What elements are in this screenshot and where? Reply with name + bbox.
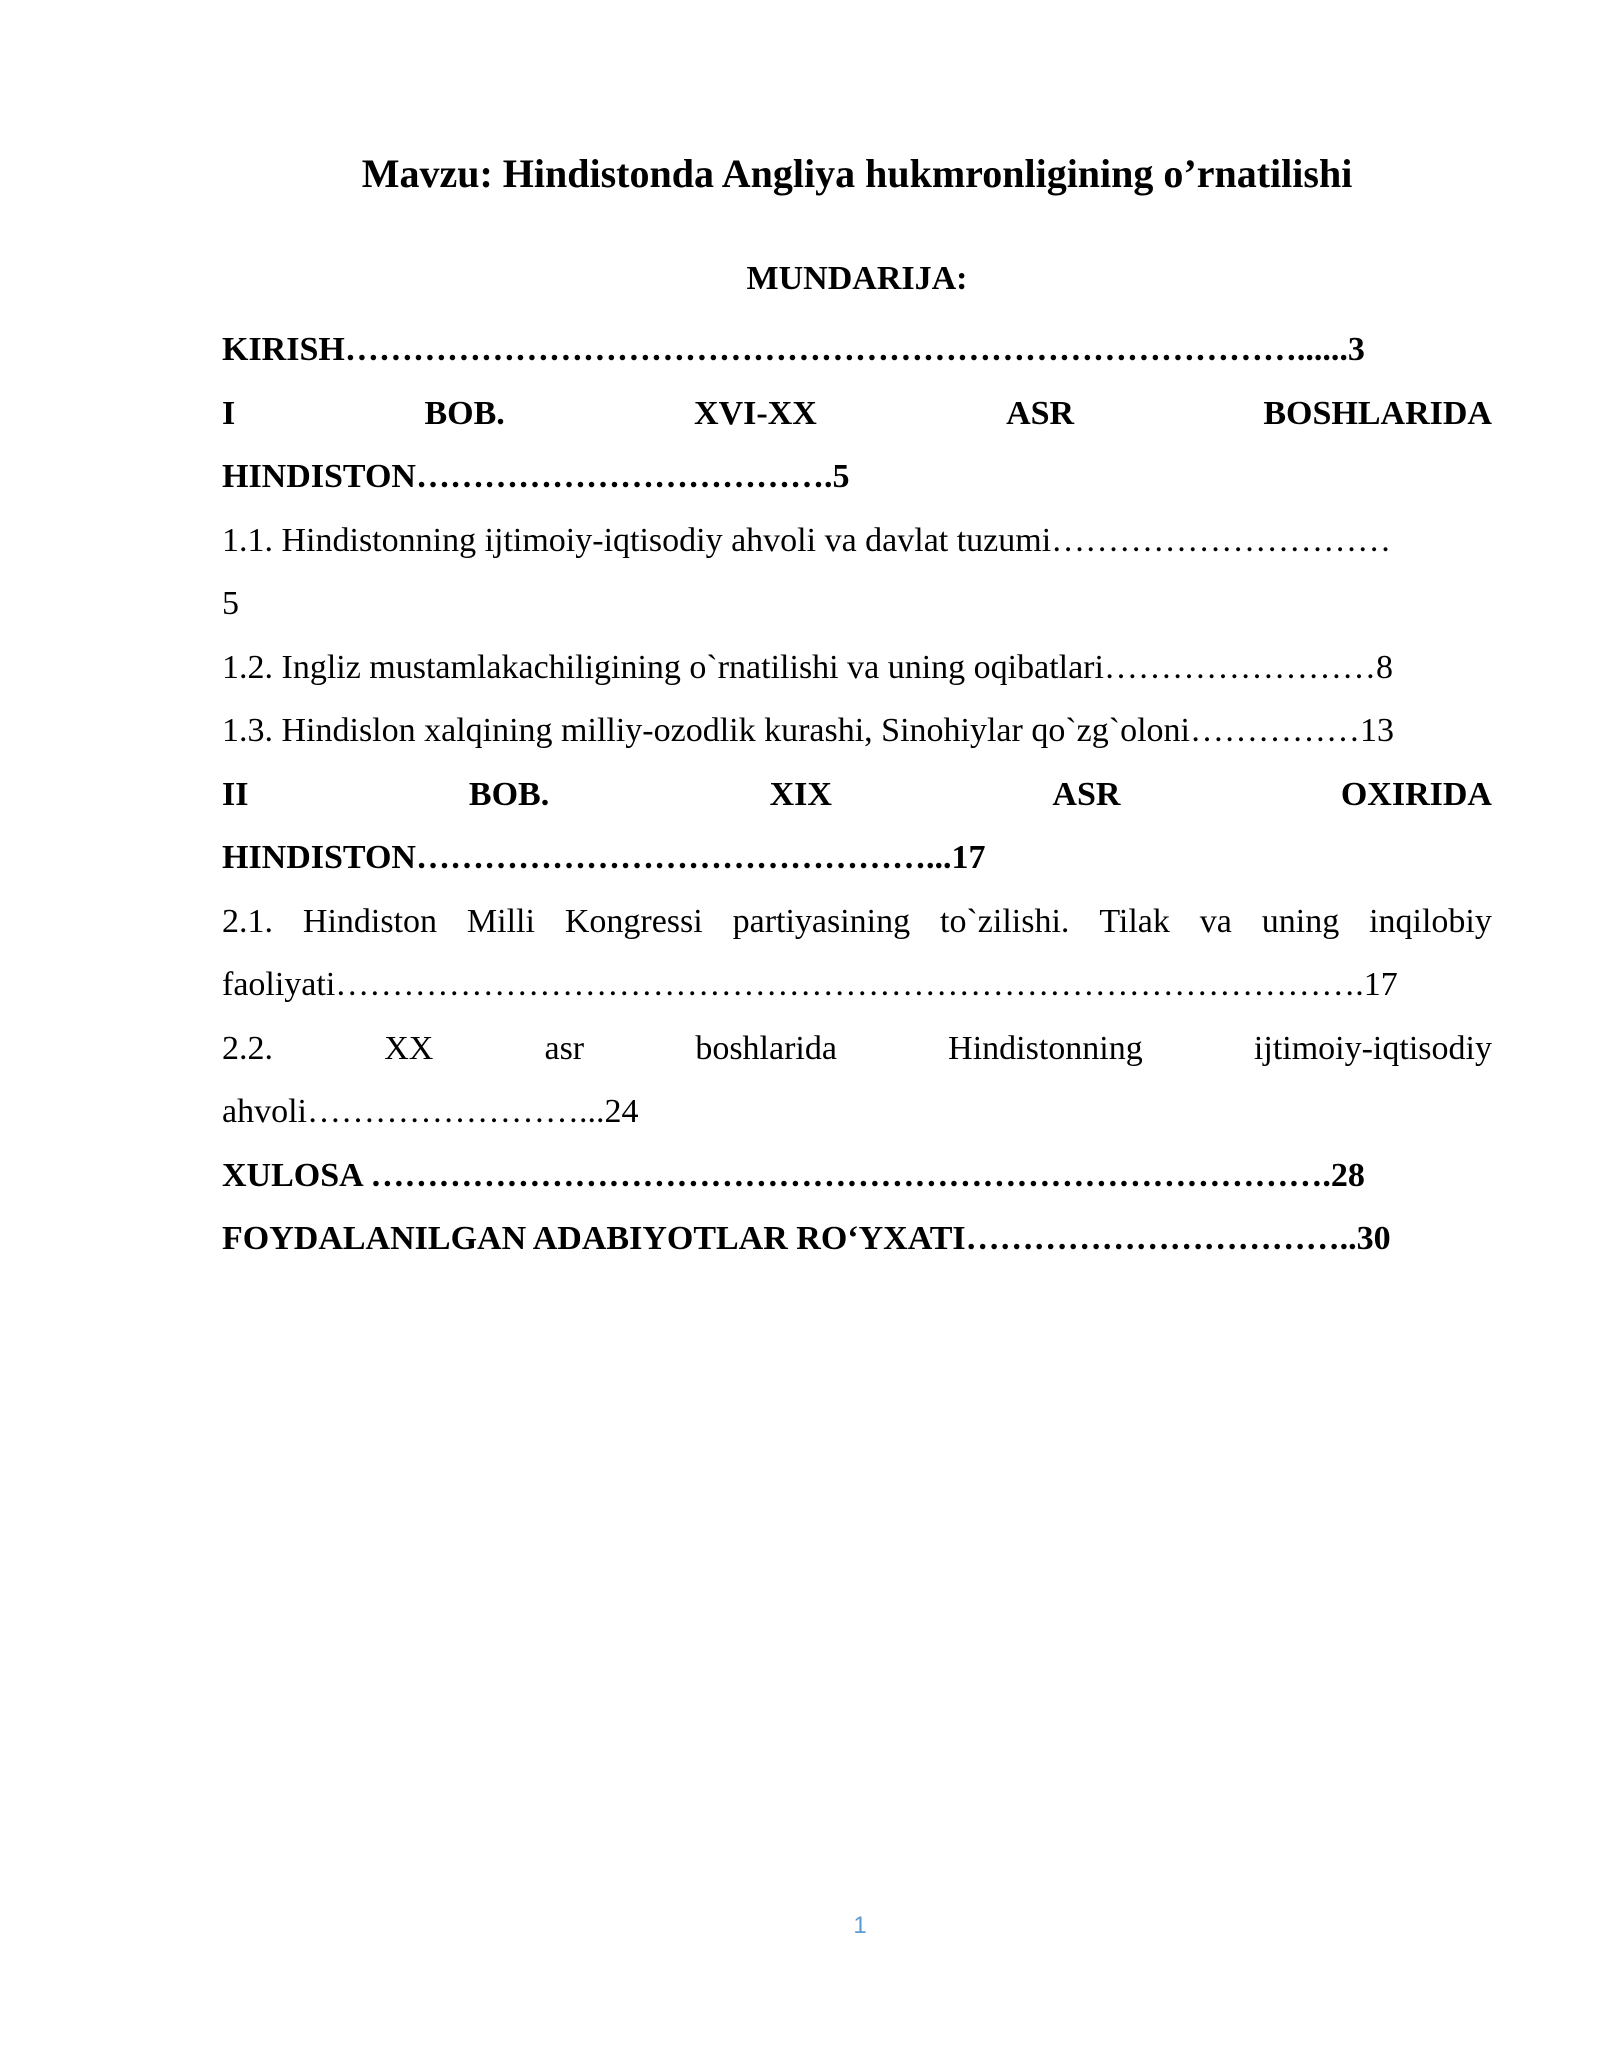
toc-word: va (1199, 902, 1232, 940)
toc-entry-section-1-1-page: 5 (222, 585, 239, 622)
toc-word: 2.2. (222, 1029, 273, 1067)
table-of-contents (222, 318, 1492, 1271)
toc-word: 2.1. (222, 902, 273, 940)
toc-word: BOB. (424, 394, 505, 432)
page-title: Mavzu: Hindistonda Angliya hukmronligining o’rnatilishi (361, 151, 1353, 196)
toc-entry-chapter-1-continuation: HINDISTON……………………………….5 (222, 458, 850, 495)
toc-entry-chapter-2-heading (222, 763, 1492, 827)
toc-entry-section-2-1-continuation: faoliyati……………………………………………………………………………….17 (222, 966, 1398, 1003)
toc-entry-section-1-2: 1.2. Ingliz mustamlakachiligining o`rnatilishi va uning oqibatlari……………………8 (222, 648, 1393, 686)
toc-entry-section-1-1: 1.1. Hindistonning ijtimoiy-iqtisodiy ahvoli va davlat tuzumi………………………… (222, 521, 1392, 559)
page-number: 1 (853, 1912, 867, 1939)
toc-word: Hindistonning (948, 1029, 1143, 1067)
toc-entry-section-2-2-continuation: ahvoli……………………...24 (222, 1093, 639, 1130)
toc-word: ASR (1006, 394, 1075, 432)
toc-word: ASR (1052, 775, 1121, 813)
toc-word: uning (1261, 902, 1340, 940)
toc-entry-chapter-1-heading (222, 382, 1492, 446)
toc-word: I (222, 394, 236, 432)
toc-word: ijtimoiy-iqtisodiy (1253, 1029, 1492, 1067)
toc-word: boshlarida (695, 1029, 837, 1067)
toc-entry-section-2-1 (222, 890, 1492, 954)
toc-word: II (222, 775, 249, 813)
toc-entry-section-2-2 (222, 1017, 1492, 1081)
toc-word: XIX (769, 775, 832, 813)
toc-word: partiyasining (732, 902, 911, 940)
toc-word: OXIRIDA (1340, 775, 1492, 813)
toc-word: BOSHLARIDA (1263, 394, 1492, 432)
toc-word: Hindiston (302, 902, 438, 940)
toc-entry-xulosa: XULOSA ………………………………………………………………………….28 (222, 1156, 1365, 1194)
toc-heading: MUNDARIJA: (746, 260, 968, 297)
toc-entry-chapter-2-continuation: HINDISTON………………………………………...17 (222, 839, 986, 876)
toc-word: XX (384, 1029, 434, 1067)
toc-word: Tilak (1099, 902, 1170, 940)
toc-word: inqilobiy (1369, 902, 1492, 940)
toc-word: Kongressi (564, 902, 703, 940)
toc-word: BOB. (468, 775, 550, 813)
toc-entry-kirish: KIRISH…………………………………………………………………………......3 (222, 331, 1365, 368)
toc-word: asr (544, 1029, 585, 1067)
toc-word: to`zilishi. (940, 902, 1070, 940)
toc-word: Milli (466, 902, 535, 940)
toc-word: XVI-XX (694, 394, 817, 432)
toc-entry-section-1-3: 1.3. Hindislon xalqining milliy-ozodlik kurashi, Sinohiylar qo`zg`oloni……………13 (222, 712, 1394, 749)
toc-entry-adabiyotlar: FOYDALANILGAN ADABIYOTLAR RO‘YXATI……………………………..30 (222, 1220, 1391, 1257)
